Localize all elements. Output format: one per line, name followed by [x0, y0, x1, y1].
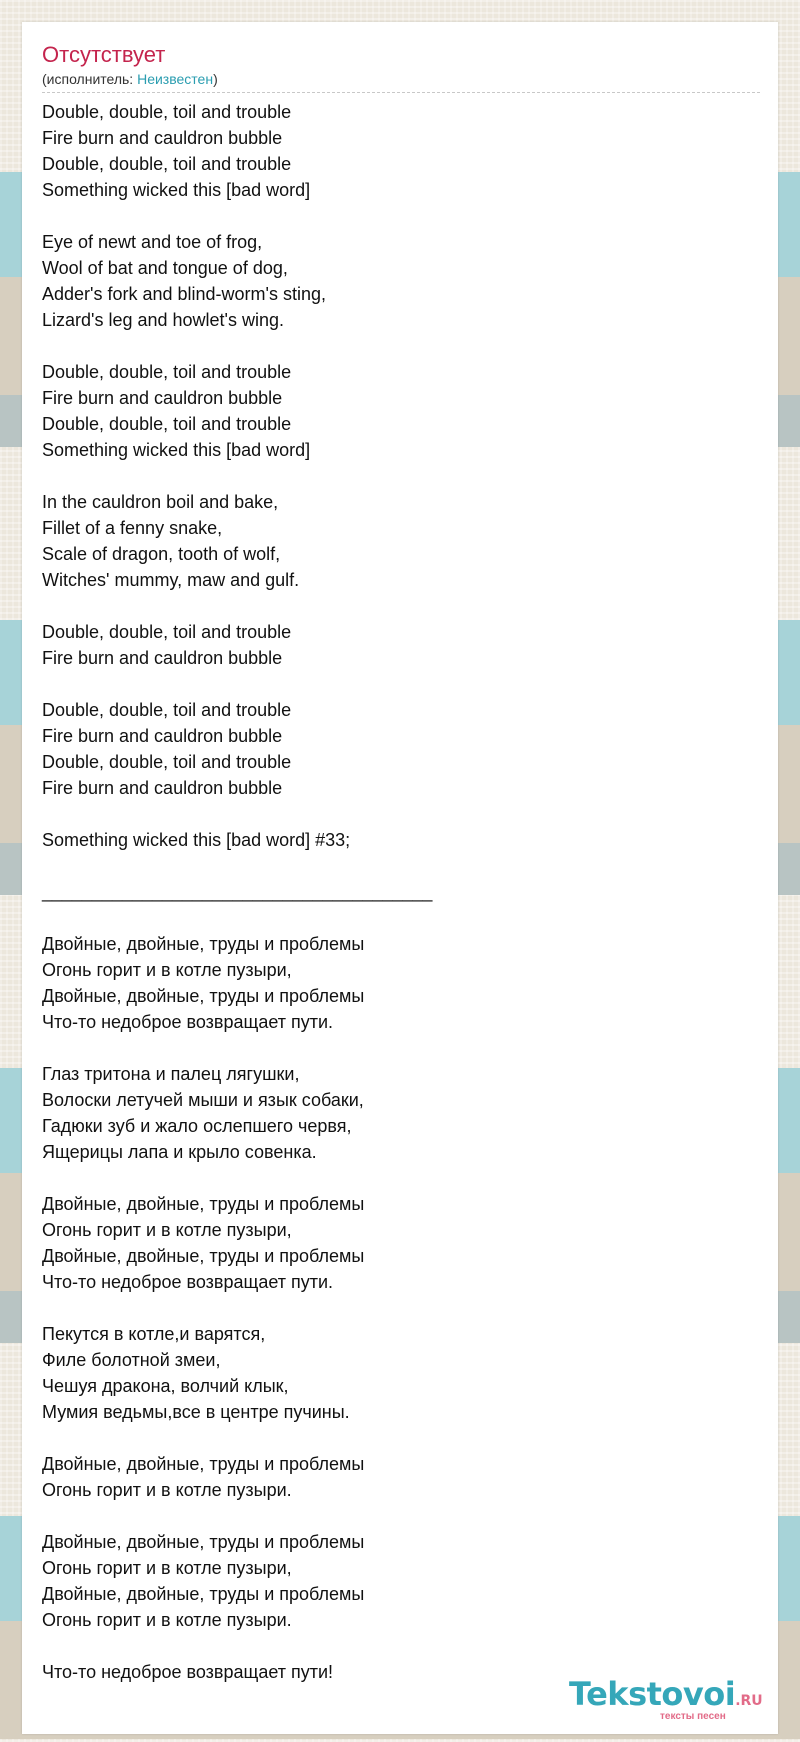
lyric-line: Double, double, toil and trouble [42, 622, 292, 642]
lyric-line: Двойные, двойные, труды и проблемы [42, 986, 365, 1006]
lyric-line: Филе болотной змеи, [42, 1350, 221, 1370]
lyrics-body [42, 99, 758, 1685]
lyrics-stanza [42, 489, 758, 593]
lyric-line: Огонь горит и в котле пузыри. [42, 1610, 292, 1630]
lyric-line: Волоски летучей мыши и язык собаки, [42, 1090, 364, 1110]
lyric-line: Что-то недоброе возвращает пути! [42, 1662, 334, 1682]
logo-tagline: тексты песен [660, 1711, 726, 1722]
logo-tld: .RU [735, 1693, 763, 1709]
lyric-line: Fire burn and cauldron bubble [42, 726, 283, 746]
lyric-line: Огонь горит и в котле пузыри, [42, 1220, 292, 1240]
lyric-line: Огонь горит и в котле пузыри, [42, 960, 292, 980]
lyric-line: Double, double, toil and trouble [42, 362, 292, 382]
lyrics-stanza [42, 931, 758, 1035]
lyric-line: Something wicked this [bad word] #33; [42, 830, 351, 850]
artist-prefix: (исполнитель: [42, 71, 138, 87]
lyric-line: Двойные, двойные, труды и проблемы [42, 1532, 365, 1552]
lyrics-stanza [42, 1529, 758, 1633]
artist-suffix: ) [213, 71, 218, 87]
logo-main: Tekstovoi [569, 1675, 736, 1713]
song-title: Отсутствует [42, 42, 166, 67]
lyrics-stanza [42, 1191, 758, 1295]
lyric-line: Something wicked this [bad word] [42, 440, 311, 460]
lyric-line: Гадюки зуб и жало ослепшего червя, [42, 1116, 352, 1136]
lyric-line: Огонь горит и в котле пузыри, [42, 1558, 292, 1578]
lyric-line: Fillet of a fenny snake, [42, 518, 223, 538]
lyric-line: Fire burn and cauldron bubble [42, 388, 283, 408]
lyrics-stanza [42, 619, 758, 671]
lyrics-separator: _______________________________________ [42, 882, 433, 902]
lyric-line: Fire burn and cauldron bubble [42, 778, 283, 798]
lyric-line: Wool of bat and tongue of dog, [42, 258, 288, 278]
artist-link[interactable]: Неизвестен [137, 71, 214, 87]
lyric-line: Scale of dragon, tooth of wolf, [42, 544, 281, 564]
lyrics-stanza [42, 99, 758, 203]
lyric-line: Что-то недоброе возвращает пути. [42, 1272, 334, 1292]
lyrics-stanza [42, 1061, 758, 1165]
lyric-line: Double, double, toil and trouble [42, 102, 292, 122]
lyrics-stanza [42, 1451, 758, 1503]
lyric-line: Double, double, toil and trouble [42, 752, 292, 772]
lyric-line: Двойные, двойные, труды и проблемы [42, 1584, 365, 1604]
lyric-line: Глаз тритона и палец лягушки, [42, 1064, 300, 1084]
lyric-line: Fire burn and cauldron bubble [42, 648, 283, 668]
artist-line [42, 70, 758, 88]
lyric-line: Lizard's leg and howlet's wing. [42, 310, 285, 330]
header-divider [42, 92, 760, 93]
lyric-line: Double, double, toil and trouble [42, 414, 292, 434]
lyric-line: Двойные, двойные, труды и проблемы [42, 934, 365, 954]
lyrics-stanza [42, 229, 758, 333]
lyric-line: Fire burn and cauldron bubble [42, 128, 283, 148]
lyric-line: Adder's fork and blind-worm's sting, [42, 284, 326, 304]
lyric-line: Двойные, двойные, труды и проблемы [42, 1454, 365, 1474]
lyric-line: Огонь горит и в котле пузыри. [42, 1480, 292, 1500]
lyric-line: Ящерицы лапа и крыло совенка. [42, 1142, 317, 1162]
lyric-line: Double, double, toil and trouble [42, 154, 292, 174]
lyric-line: Двойные, двойные, труды и проблемы [42, 1194, 365, 1214]
lyric-line: In the cauldron boil and bake, [42, 492, 279, 512]
lyric-line: Eye of newt and toe of frog, [42, 232, 263, 252]
lyric-line: Мумия ведьмы,все в центре пучины. [42, 1402, 350, 1422]
lyrics-stanza [42, 359, 758, 463]
lyric-line: Something wicked this [bad word] [42, 180, 311, 200]
lyric-line: Пекутся в котле,и варятся, [42, 1324, 266, 1344]
lyric-line: Что-то недоброе возвращает пути. [42, 1012, 334, 1032]
lyrics-stanza [42, 827, 758, 853]
lyrics-stanza [42, 697, 758, 801]
lyric-line: Witches' mummy, maw and gulf. [42, 570, 300, 590]
lyric-line: Чешуя дракона, волчий клык, [42, 1376, 289, 1396]
lyric-line: Двойные, двойные, труды и проблемы [42, 1246, 365, 1266]
lyric-line: Double, double, toil and trouble [42, 700, 292, 720]
lyrics-stanza [42, 1321, 758, 1425]
lyrics-card [22, 22, 778, 1734]
